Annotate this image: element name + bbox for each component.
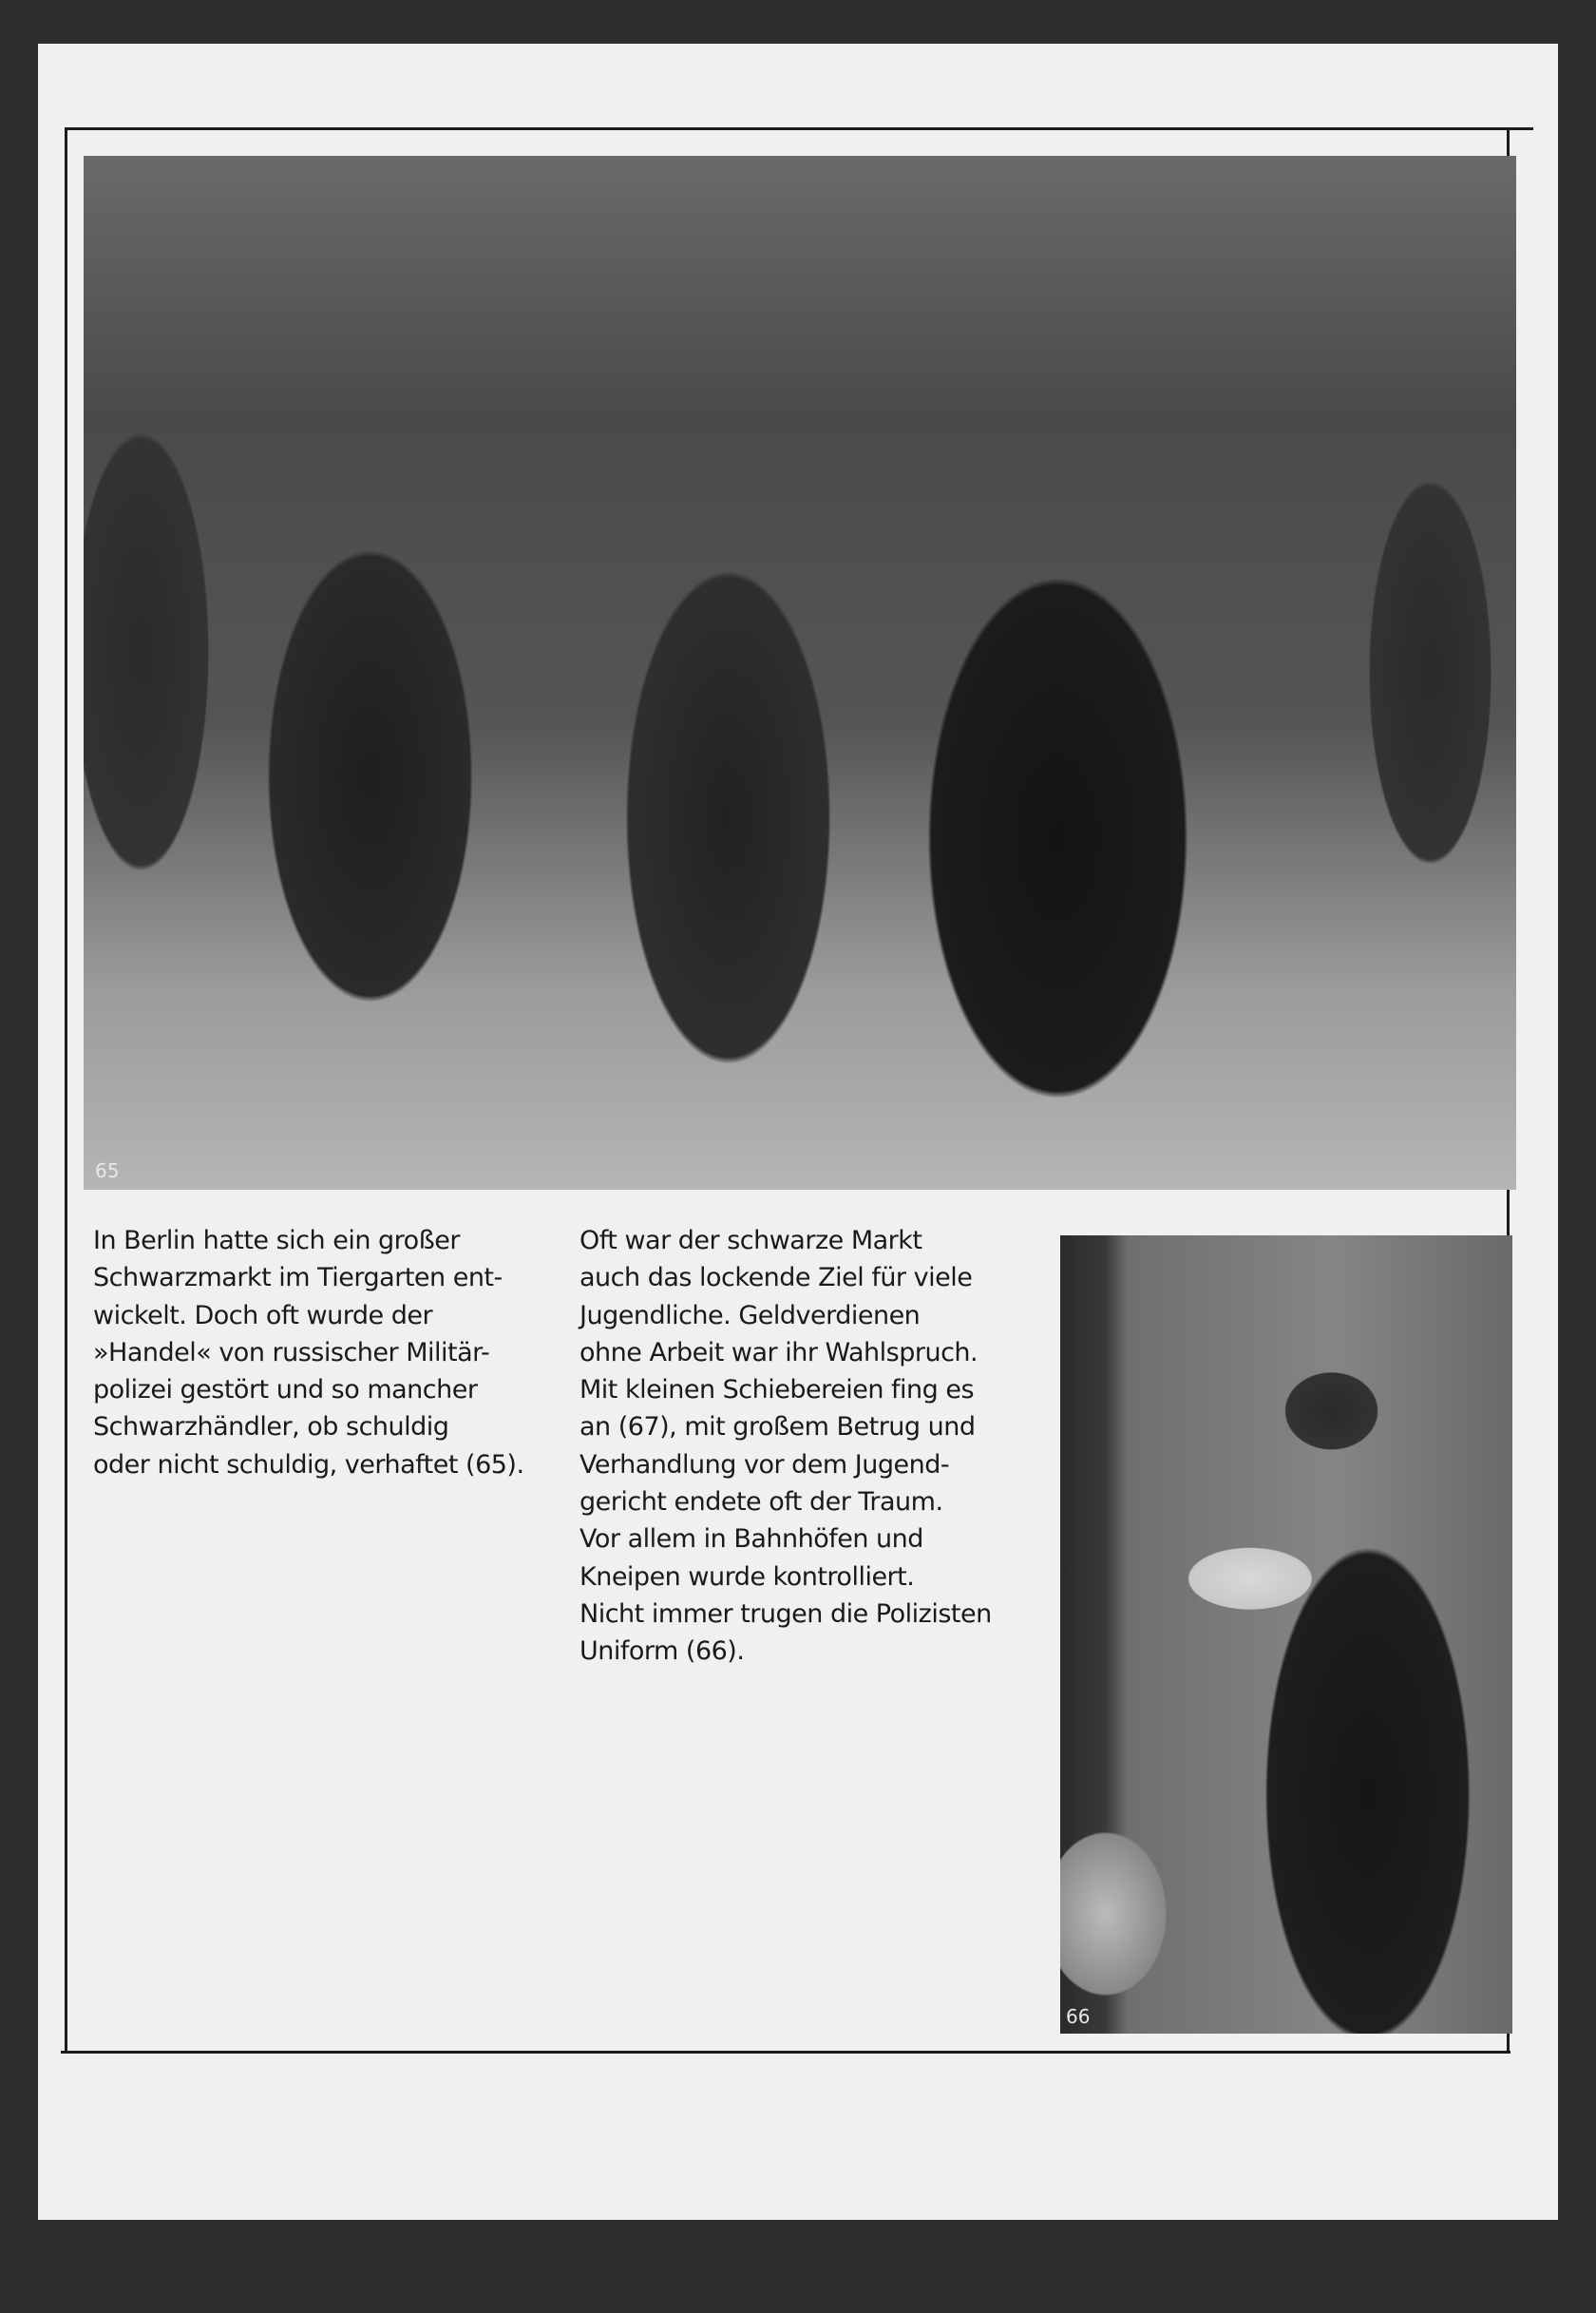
caption-middle-line: Kneipen wurde kontrolliert. [580,1561,915,1592]
frame-rule-top [65,127,1533,130]
caption-middle-line: Oft war der schwarze Markt [580,1226,922,1255]
caption-middle-line: Vor allem in Bahnhöfen und [580,1524,923,1555]
caption-middle-line: Jugendliche. Geldverdienen [580,1300,921,1330]
caption-left-line: Schwarzmarkt im Tiergarten ent- [93,1263,503,1293]
photo-plainclothes-police [1060,1235,1512,2034]
frame-rule-bottom [61,2051,1510,2054]
caption-left-line: Schwarzhändler, ob schuldig [93,1412,449,1443]
photo-number-65: 65 [95,1159,120,1182]
caption-middle-line: Uniform (66). [580,1636,745,1667]
caption-left-line: oder nicht schuldig, verhaftet (65). [93,1449,524,1480]
caption-middle-line: Verhandlung vor dem Jugend- [580,1449,950,1480]
book-page [38,44,1558,2220]
caption-left-line: In Berlin hatte sich ein großer [93,1226,460,1255]
photo-number-66: 66 [1066,2005,1091,2028]
caption-middle-line: gericht endete oft der Traum. [580,1487,943,1518]
photo-soldiers-arrest [84,156,1516,1190]
caption-middle-line: Mit kleinen Schiebereien fing es [580,1375,975,1405]
caption-left-line: polizei gestört und so mancher [93,1375,478,1405]
caption-middle-line: an (67), mit großem Betrug und [580,1412,976,1443]
frame-rule-left [65,127,67,2051]
caption-left-line: wickelt. Doch oft wurde der [93,1300,433,1330]
caption-left [93,1222,524,1483]
caption-middle-line: auch das lockende Ziel für viele [580,1263,973,1293]
caption-middle [580,1222,992,1671]
caption-left-line: »Handel« von russischer Militär- [93,1337,490,1367]
caption-middle-line: Nicht immer trugen die Polizisten [580,1598,992,1629]
caption-middle-line: ohne Arbeit war ihr Wahlspruch. [580,1337,978,1367]
